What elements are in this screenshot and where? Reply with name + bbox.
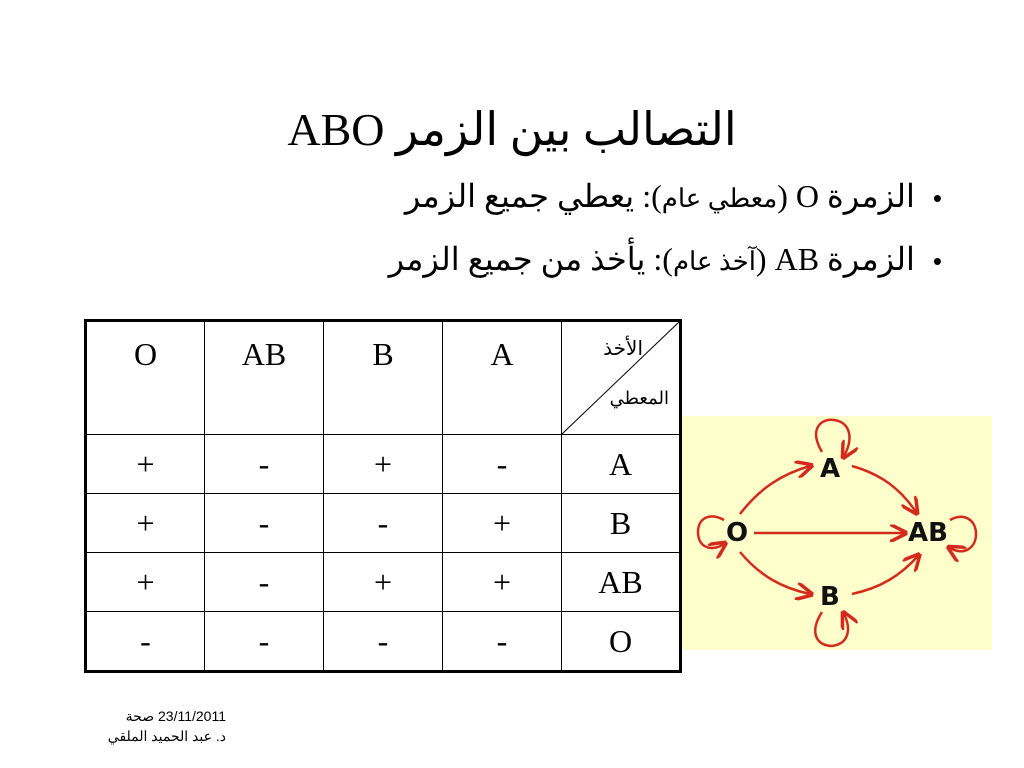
arrow-o-to-a [740,466,810,514]
table-cell: + [443,494,562,553]
row-label: A [562,435,681,494]
column-header: O [86,321,205,435]
arrow-a-to-ab [852,466,916,512]
table-cell: - [324,612,443,672]
table-cell: - [205,494,324,553]
footer-date: 23/11/2011 صحة [125,708,226,724]
bullet-dot-icon: • [932,245,942,276]
row-label: O [562,612,681,672]
arrow-o-to-b [740,552,810,594]
table-cell: - [86,612,205,672]
column-header: A [443,321,562,435]
loop-a [816,420,849,456]
table-row [86,435,681,494]
transfusion-diagram [682,416,992,650]
table-cell: + [86,435,205,494]
bullet-universal-donor [182,166,942,229]
bullet-text [405,166,915,229]
table-row [86,553,681,612]
node-b: B [820,582,840,612]
table-cell: + [86,553,205,612]
bullet-prefix: الزمرة AB ( [755,241,915,277]
table-cell: - [324,494,443,553]
loop-b [815,612,848,646]
table-cell: - [443,435,562,494]
arrow-b-to-ab [852,556,918,594]
row-label: AB [562,553,681,612]
corner-giver-label: المعطي [609,388,669,409]
row-label: B [562,494,681,553]
table-cell: - [205,553,324,612]
footer-author: د. عبد الحميد الملقي [107,728,226,744]
table-cell: - [205,435,324,494]
table-header-row [86,321,681,435]
table-cell: + [443,553,562,612]
loop-o [698,516,724,548]
corner-cell [562,321,681,435]
table-cell: - [205,612,324,672]
node-a: A [820,454,841,484]
bullet-text [389,229,915,292]
table-cell: - [443,612,562,672]
table-row [86,612,681,672]
corner-taker-label: الأخذ [603,336,643,360]
slide-title: التصالب بين الزمر ABO [287,104,737,155]
bullet-suffix: ): يعطي جميع الزمر [404,178,662,214]
table-cell: + [86,494,205,553]
bullet-suffix: ): يأخذ من جميع الزمر [388,241,673,277]
node-o: O [726,518,749,548]
table-cell: + [324,553,443,612]
compatibility-table [84,319,682,673]
table-row [86,494,681,553]
column-header: B [324,321,443,435]
bullet-prefix: الزمرة O ( [777,178,915,214]
bullet-dot-icon: • [932,182,942,213]
loop-ab [950,517,976,551]
slide-footer [86,706,226,746]
bullet-list [182,166,942,292]
column-header: AB [205,321,324,435]
table-cell: + [324,435,443,494]
bullet-paren: آخذ عام [672,247,756,276]
bullet-paren: معطي عام [661,184,778,213]
bullet-universal-recipient [182,229,942,292]
node-ab: AB [908,518,948,548]
